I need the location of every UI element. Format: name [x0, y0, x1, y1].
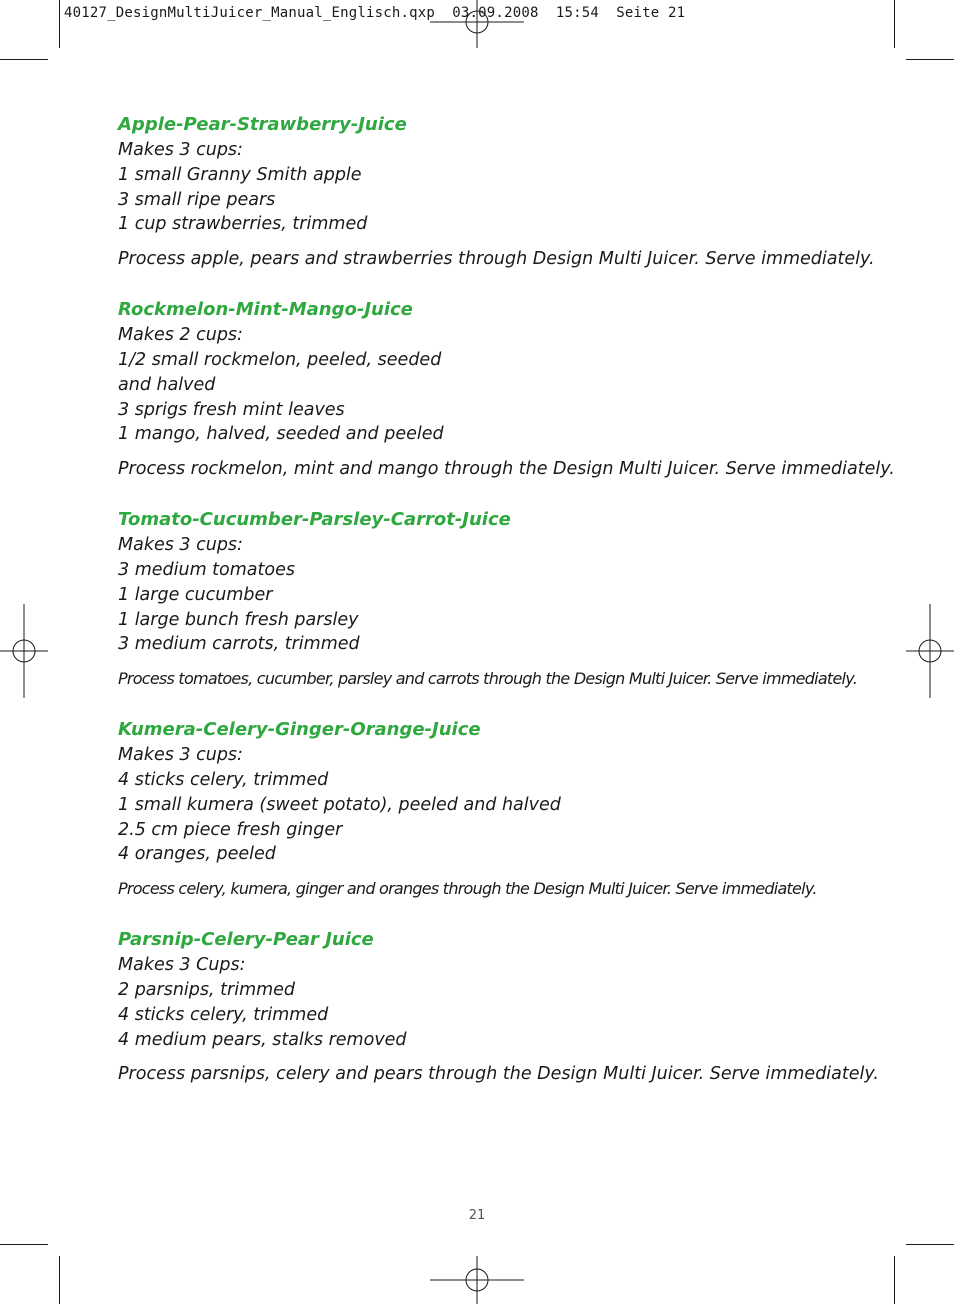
registration-mark-left [0, 604, 48, 698]
recipe-yield: Makes 3 Cups: [118, 955, 246, 976]
ingredient-line: 4 medium pears, stalks removed [118, 1029, 407, 1050]
recipe-kumera-celery-ginger-orange [118, 717, 858, 901]
ingredient-line: 3 medium tomatoes [118, 559, 295, 580]
recipe-yield: Makes 2 cups: [118, 325, 243, 346]
ingredient-line: 3 small ripe pears [118, 189, 276, 210]
recipe-parsnip-celery-pear [118, 927, 879, 1086]
ingredient-line: 2.5 cm piece fresh ginger [118, 819, 343, 840]
ingredient-line: 1 large cucumber [118, 584, 273, 605]
recipe-title: Kumera-Celery-Ginger-Orange-Juice [118, 719, 481, 741]
recipe-tomato-cucumber-parsley-carrot [118, 507, 858, 691]
ingredient-line: and halved [118, 374, 216, 395]
ingredient-line: 3 sprigs fresh mint leaves [118, 399, 345, 420]
recipe-yield: Makes 3 cups: [118, 745, 243, 766]
recipe-rockmelon-mint-mango [118, 297, 895, 481]
ingredient-line: 3 medium carrots, trimmed [118, 634, 360, 655]
recipe-title: Rockmelon-Mint-Mango-Juice [118, 299, 413, 321]
recipe-method: Process rockmelon, mint and mango through the Design Multi Juicer. Serve immediately. [118, 459, 895, 480]
ingredient-line: 1 small kumera (sweet potato), peeled and halved [118, 794, 561, 815]
ingredient-line: 1 small Granny Smith apple [118, 164, 362, 185]
ingredient-line: 1 cup strawberries, trimmed [118, 214, 368, 235]
recipe-title: Tomato-Cucumber-Parsley-Carrot-Juice [118, 509, 511, 531]
recipe-method: Process tomatoes, cucumber, parsley and carrots through the Design Multi Juicer. Serve immediately. [118, 669, 858, 689]
registration-mark-right [906, 604, 954, 698]
ingredient-line: 2 parsnips, trimmed [118, 979, 296, 1000]
ingredient-line: 4 sticks celery, trimmed [118, 1004, 329, 1025]
print-slug: 40127_DesignMultiJuicer_Manual_Englisch.qxp 03.09.2008 15:54 Seite 21 [64, 5, 686, 21]
registration-mark-bottom [430, 1256, 524, 1304]
ingredient-line: 4 sticks celery, trimmed [118, 769, 329, 790]
page-number: 21 [468, 1208, 486, 1223]
ingredient-line: 1 large bunch fresh parsley [118, 609, 359, 630]
recipe-yield: Makes 3 cups: [118, 535, 243, 556]
recipe-title: Apple-Pear-Strawberry-Juice [118, 114, 407, 135]
ingredient-line: 1/2 small rockmelon, peeled, seeded [118, 349, 442, 370]
recipe-method: Process apple, pears and strawberries through Design Multi Juicer. Serve immediately. [118, 249, 875, 270]
recipe-yield: Makes 3 cups: [118, 140, 243, 160]
recipe-apple-pear-strawberry [118, 112, 875, 271]
recipe-method: Process celery, kumera, ginger and oranges through the Design Multi Juicer. Serve immediately. [118, 879, 817, 899]
recipe-list [118, 112, 895, 1112]
recipe-method: Process parsnips, celery and pears through the Design Multi Juicer. Serve immediately. [118, 1064, 879, 1085]
ingredient-line: 4 oranges, peeled [118, 844, 276, 865]
ingredient-line: 1 mango, halved, seeded and peeled [118, 424, 444, 445]
recipe-title: Parsnip-Celery-Pear Juice [118, 929, 374, 951]
